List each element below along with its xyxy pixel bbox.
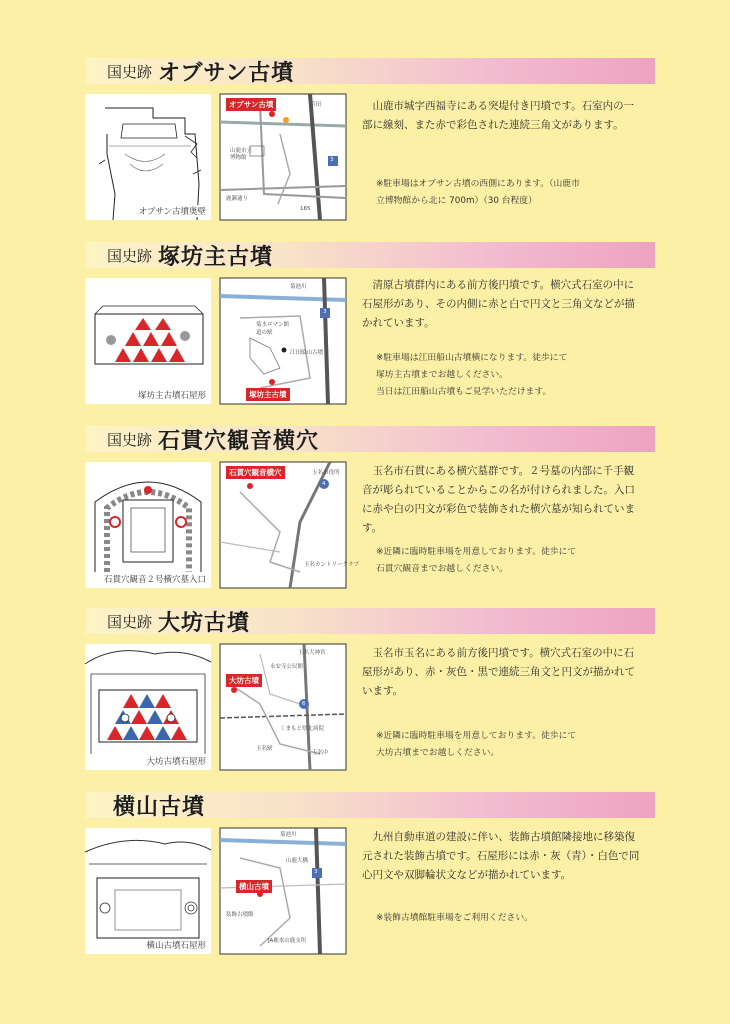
designation-label: 国史跡 (107, 246, 153, 265)
parking-note: ※近隣に臨時駐車場を用意しております。徒歩にて 大坊古墳までお越しください。 (376, 731, 577, 758)
map-label: 装飾古墳館 (226, 912, 254, 918)
map-label: 玉名カントリークラブ (304, 562, 360, 568)
mural-drawing (85, 644, 211, 770)
map-label: 道の駅 (256, 330, 273, 336)
mural-drawing (85, 828, 211, 954)
map-title: オブサン古墳 (226, 98, 276, 111)
map-label: 3 (323, 309, 327, 315)
section-banner (85, 242, 655, 268)
site-description: 玉名市玉名にある前方後円墳です。横穴式石室の中に石屋形があり、赤・灰色・黒で連続三角文と円文が描かれています。 (362, 647, 635, 697)
parking-note: ※装飾古墳館駐車場をご利用ください。 (376, 913, 533, 923)
map-label: くまもと県北病院 (280, 726, 325, 732)
section-banner (85, 608, 655, 634)
map-label: 鹿瀬通り (226, 196, 249, 202)
access-map (220, 828, 346, 954)
map-label: 江田船山古墳 (290, 350, 324, 356)
map-label: 菊池川 (290, 284, 307, 290)
map-label: 6 (302, 701, 306, 707)
parking-note: ※駐車場は江田船山古墳横になります。徒歩にて 塚坊主古墳までお越しください。 当日は江田船山古墳もご見学いただけます。 (376, 353, 568, 397)
map-label: 玉名大神宮 (298, 650, 326, 656)
map-label: 玉名中 (312, 750, 329, 756)
mural-sketch (85, 828, 211, 954)
site-title: 石貫穴観音横穴 (158, 427, 320, 454)
mural-drawing (85, 462, 211, 588)
section-banner (85, 426, 655, 452)
map-title: 塚坊主古墳 (246, 388, 290, 401)
sketch-caption: 塚坊主古墳石屋形 (137, 391, 206, 401)
designation-label: 国史跡 (107, 62, 153, 81)
map-drawing (220, 462, 346, 588)
site-description: 清原古墳群内にある前方後円墳です。横穴式石室の中に石屋形があり、その内側に赤と白で円文と三角文などが描かれています。 (362, 279, 635, 329)
mural-sketch (85, 462, 211, 588)
map-label: 永安寺公民館 (270, 664, 304, 670)
designation-label: 国史跡 (107, 430, 153, 449)
site-description: 山鹿市城字西福寺にある突堤付き円墳です。石室内の一部に線刻、また赤で彩色された連続三角文があります。 (362, 100, 635, 131)
access-map (220, 94, 346, 220)
site-description: 九州自動車道の建設に伴い、装飾古墳館隣接地に移築復元された装飾古墳です。石屋形には赤・灰（青）・白色で同心円文や双脚輪状文などが描かれています。 (362, 831, 640, 881)
map-label: 菊水ロマン館 (256, 322, 290, 328)
site-pin-icon (247, 483, 253, 489)
map-label: 菊池川 (280, 832, 297, 838)
section-banner (85, 58, 655, 84)
map-label: 3 (314, 869, 318, 875)
sketch-caption: オブサン古墳奥壁 (138, 207, 206, 217)
sketch-caption: 石貫穴観音２号横穴墓入口 (103, 575, 206, 585)
map-drawing (220, 278, 346, 404)
site-description: 玉名市石貫にある横穴墓群です。２号墓の内部に千手観音が彫られていることからこの名が付けられました。入口に赤や白の円文が彩色で装飾された横穴墓が知られています。 (362, 465, 635, 534)
map-label: 博物館 (230, 155, 247, 161)
site-pin-icon (269, 379, 275, 385)
map-title: 大坊古墳 (226, 674, 262, 687)
site-pin-icon (269, 111, 275, 117)
access-map (220, 278, 346, 404)
access-map (220, 644, 346, 770)
sketch-caption: 大坊古墳石屋形 (146, 757, 206, 767)
mural-drawing (85, 278, 211, 404)
sketch-caption: 横山古墳石屋形 (146, 941, 206, 951)
map-label: 玉名市役所 (312, 470, 340, 476)
mural-sketch (85, 278, 211, 404)
mural-drawing (85, 94, 211, 220)
mural-sketch (85, 644, 211, 770)
map-label: 山鹿大橋 (286, 858, 309, 864)
site-title: 大坊古墳 (158, 609, 251, 636)
section-banner (85, 792, 655, 818)
parking-note: ※駐車場はオブサン古墳の西側にあります。（山鹿市 立博物館から北に 700m）（30 台程度） (376, 179, 580, 206)
mural-sketch (85, 94, 211, 220)
map-label: 165 (300, 206, 311, 212)
map-label: 3 (330, 157, 334, 163)
site-title: 塚坊主古墳 (158, 243, 274, 270)
access-map (220, 462, 360, 588)
map-title: 横山古墳 (236, 880, 272, 893)
designation-label: 国史跡 (107, 612, 153, 631)
site-title: オブサン古墳 (158, 59, 295, 86)
map-label: 浜田 (310, 102, 322, 108)
map-title: 石貫穴観音横穴 (226, 466, 285, 479)
map-label: 玉名駅 (256, 746, 273, 752)
site-title: 横山古墳 (113, 793, 206, 820)
map-label: 4 (322, 481, 326, 487)
parking-note: ※近隣に臨時駐車場を用意しております。徒歩にて 石貫穴観音までお越しください。 (376, 547, 577, 574)
map-label: JA鹿本山鹿支所 (268, 938, 307, 944)
map-label: 山鹿市立 (230, 148, 253, 154)
site-pin-icon (231, 687, 237, 693)
